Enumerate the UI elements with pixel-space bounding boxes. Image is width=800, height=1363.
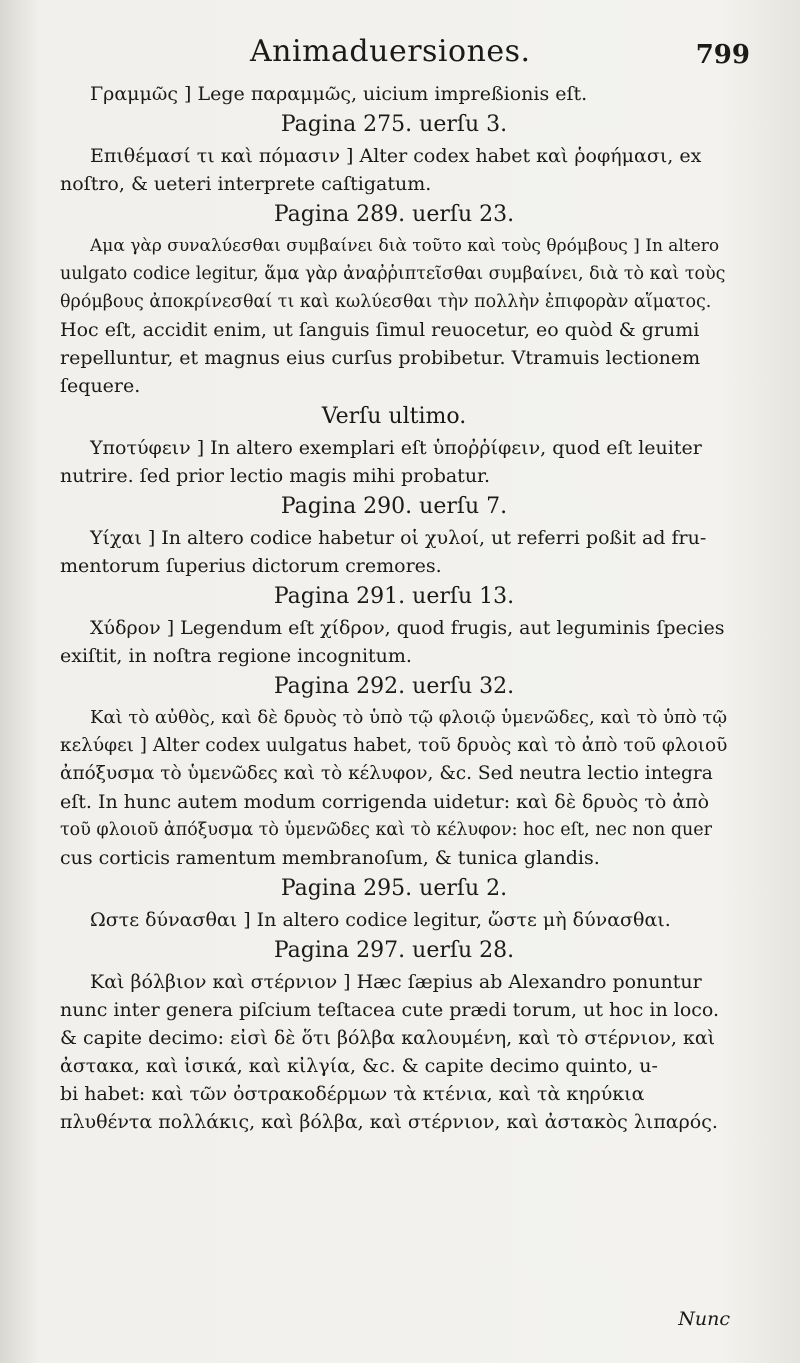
text-line: πλυθέντα πολλάκις, καὶ βόλβα, καὶ στέρνιον, καὶ ἀστακὸς λιπαρός. [60, 1111, 718, 1133]
text-line: Καὶ τὸ αὐθὸς, καὶ δὲ δρυὸς τὸ ὑπὸ τῷ φλοιῷ ὑμενῶδες, καὶ τὸ ὑπὸ τῷ [90, 707, 728, 728]
annotation-entry [60, 402, 728, 490]
text-line: Επιθέμασί τι καὶ πόμασιν ] Alter codex habet καὶ ῥοφήμασι, ex [90, 145, 702, 167]
text-line: eſt. In hunc autem modum corrigenda uidetur: καὶ δὲ δρυὸς τὸ ἀπὸ [60, 791, 710, 813]
page-header [60, 30, 750, 78]
annotation-entry [60, 672, 728, 872]
entry-heading: Pagina 290. uerſu 7. [280, 494, 508, 519]
text-line: cus corticis ramentum membranoſum, & tunica glandis. [60, 847, 600, 869]
text-line: Γραμμῶς ] Lege παραμμῶς, uicium impreßionis eſt. [90, 83, 588, 105]
text-line: Αμα γὰρ συναλύεσθαι συμβαίνει διὰ τοῦτο καὶ τοὺς θρόμβους ] In altero [90, 236, 720, 256]
text-line: ἀστακα, καὶ ἰσικά, καὶ κἰλγία, &c. & capite decimo quinto, u- [60, 1055, 658, 1077]
entry-heading: Pagina 289. uerſu 23. [273, 202, 515, 227]
text-line: mentorum ſuperius dictorum cremores. [60, 555, 442, 577]
annotation-entry [60, 80, 728, 108]
text-line: τοῦ φλοιοῦ ἀπόξυσμα τὸ ὑμενῶδες καὶ τὸ κέλυφον: hoc eſt, nec non quer [60, 820, 713, 840]
running-title: Animaduersiones. [250, 34, 531, 69]
text-line: repelluntur, et magnus eius curſus probibetur. Vtramuis lectionem [60, 347, 701, 369]
text-line: nunc inter genera piſcium teſtacea cute prædi torum, ut hoc in loco. [60, 999, 720, 1021]
entry-heading: Pagina 291. uerſu 13. [273, 584, 515, 609]
entry-heading: Pagina 297. uerſu 28. [273, 938, 515, 963]
page-number: 799 [695, 40, 750, 70]
annotation-entry [60, 936, 728, 1136]
entry-heading: Pagina 292. uerſu 32. [273, 674, 515, 699]
entry-heading: Pagina 275. uerſu 3. [280, 112, 508, 137]
text-line: Ωστε δύνασθαι ] In altero codice legitur, ὥστε μὴ δύνασθαι. [90, 909, 671, 931]
catchword: Nunc [678, 1308, 730, 1330]
text-line: Υποτύφειν ] In altero exemplari eſt ὑποῤῥίφειν, quod eſt leuiter [90, 437, 702, 459]
text-line: ſequere. [60, 375, 141, 397]
text-line: Υίχαι ] In altero codice habetur οἱ χυλοί, ut referri poßit ad fru- [90, 527, 707, 549]
text-line: Καὶ βόλβιον καὶ στέρνιον ] Hæc ſæpius ab Alexandro ponuntur [90, 971, 702, 993]
text-line: bi habet: καὶ τῶν ὀστρακοδέρμων τὰ κτένια, καὶ τὰ κηρύκια [60, 1083, 645, 1105]
annotation-entry [60, 874, 728, 934]
text-line: uulgato codice legitur, ἅμα γὰρ ἀναῤῥιπτεῖσθαι συμβαίνει, διὰ τὸ καὶ τοὺς [60, 264, 726, 284]
entry-heading: Pagina 295. uerſu 2. [280, 876, 508, 901]
annotation-entry [60, 582, 728, 670]
text-line: θρόμβους ἀποκρίνεσθαί τι καὶ κωλύεσθαι τὴν πολλὴν ἐπιφορὰν αἵματος. [60, 292, 712, 312]
annotation-entry [60, 110, 728, 198]
text-line: & capite decimo: εἰσὶ δὲ ὅτι βόλβα καλουμένη, καὶ τὸ στέρνιον, καὶ [60, 1027, 716, 1049]
annotation-entry [60, 492, 728, 580]
text-line: ἀπόξυσμα τὸ ὑμενῶδες καὶ τὸ κέλυφον, &c. Sed neutra lectio integra [60, 763, 713, 784]
text-line: exiſtit, in noſtra regione incognitum. [60, 645, 412, 667]
page-body [60, 80, 728, 1138]
text-line: nutrire. ſed prior lectio magis mihi probatur. [60, 465, 491, 487]
annotation-entry [60, 200, 728, 400]
text-line: Χύδρον ] Legendum eſt χίδρον, quod frugis, aut leguminis ſpecies [90, 617, 725, 639]
entry-heading: Verſu ultimo. [321, 404, 467, 429]
text-line: κελύφει ] Alter codex uulgatus habet, τοῦ δρυὸς καὶ τὸ ἀπὸ τοῦ φλοιοῦ [60, 735, 728, 756]
text-line: noſtro, & ueteri interprete caſtigatum. [60, 173, 432, 195]
text-line: Hoc eſt, accidit enim, ut ſanguis ſimul reuocetur, eo quòd & grumi [60, 319, 700, 341]
